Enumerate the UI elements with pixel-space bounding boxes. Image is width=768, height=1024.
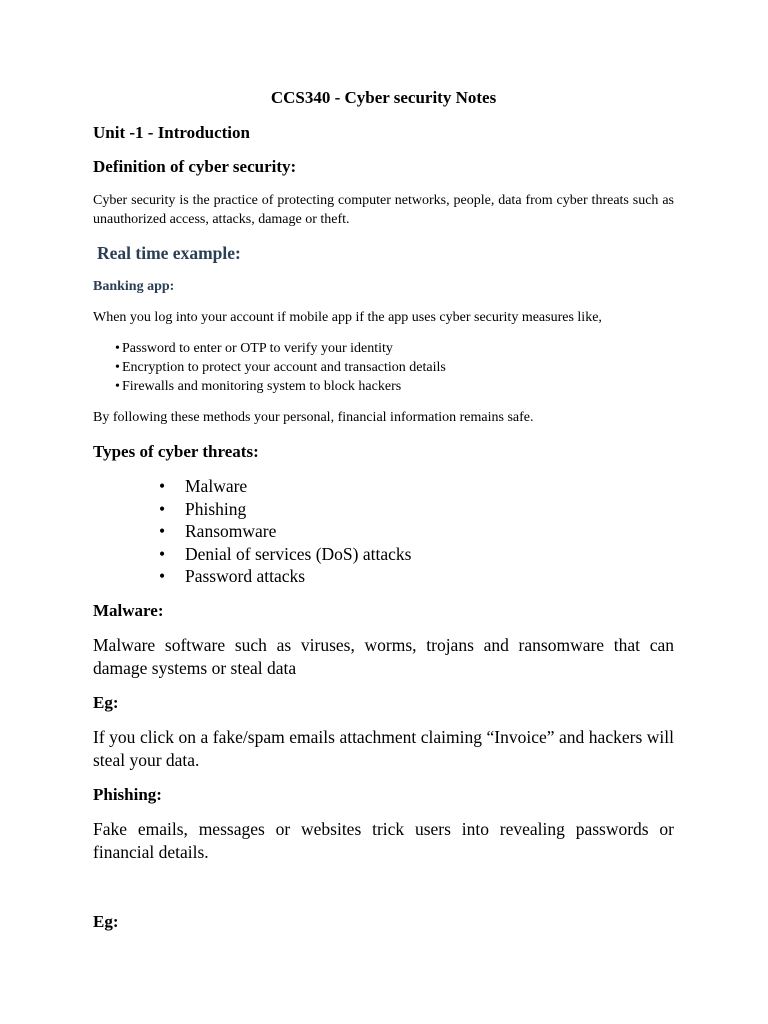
phishing-heading: Phishing: <box>93 785 162 804</box>
phishing-text: Fake emails, messages or websites trick users into revealing passwords or financial details. <box>93 819 674 862</box>
threats-heading: Types of cyber threats: <box>93 442 259 461</box>
banking-intro: When you log into your account if mobile app if the app uses cyber security measures like, <box>93 310 602 325</box>
banking-conclusion: By following these methods your personal, financial information remains safe. <box>93 410 534 425</box>
banking-measures-list <box>115 339 446 396</box>
list-item <box>115 377 446 396</box>
list-item <box>115 339 446 358</box>
eg1-heading: Eg: <box>93 693 119 712</box>
bullet-icon: • <box>159 498 166 519</box>
document-title: CCS340 - Cyber security Notes <box>270 88 497 107</box>
list-item <box>159 520 411 543</box>
malware-text: Malware software such as viruses, worms, trojans and ransomware that can damage systems or steal data <box>93 635 674 678</box>
bullet-icon: • <box>159 543 166 564</box>
real-time-heading: Real time example: <box>97 243 241 263</box>
list-item <box>159 565 411 588</box>
list-item-label: Denial of services (DoS) attacks <box>185 543 412 564</box>
bullet-icon: • <box>159 566 166 587</box>
list-item-label: Firewalls and monitoring system to block hackers <box>122 379 402 394</box>
unit-heading: Unit -1 - Introduction <box>93 123 250 142</box>
list-item-label: Phishing <box>185 498 247 519</box>
bullet-icon: • <box>115 379 120 394</box>
list-item-label: Password to enter or OTP to verify your identity <box>122 341 393 356</box>
bullet-icon: • <box>159 476 166 496</box>
list-item <box>115 358 446 377</box>
list-item-label: Malware <box>185 476 248 496</box>
banking-heading: Banking app: <box>93 279 175 294</box>
bullet-icon: • <box>115 341 120 356</box>
definition-heading: Definition of cyber security: <box>93 157 297 176</box>
bullet-icon: • <box>115 360 120 375</box>
list-item-label: Password attacks <box>185 566 306 587</box>
bullet-icon: • <box>159 521 166 542</box>
list-item <box>159 543 411 566</box>
list-item-label: Encryption to protect your account and transaction details <box>122 360 446 375</box>
list-item <box>159 475 411 498</box>
eg1-text: If you click on a fake/spam emails attachment claiming “Invoice” and hackers will steal your data. <box>93 727 674 770</box>
threats-list <box>159 475 411 588</box>
eg2-heading: Eg: <box>93 912 119 931</box>
list-item <box>159 498 411 521</box>
list-item-label: Ransomware <box>185 521 277 542</box>
malware-heading: Malware: <box>93 601 164 620</box>
definition-text: Cyber security is the practice of protecting computer networks, people, data from cyber threats such as unauthorized access, attacks, damage or theft. <box>93 193 674 227</box>
